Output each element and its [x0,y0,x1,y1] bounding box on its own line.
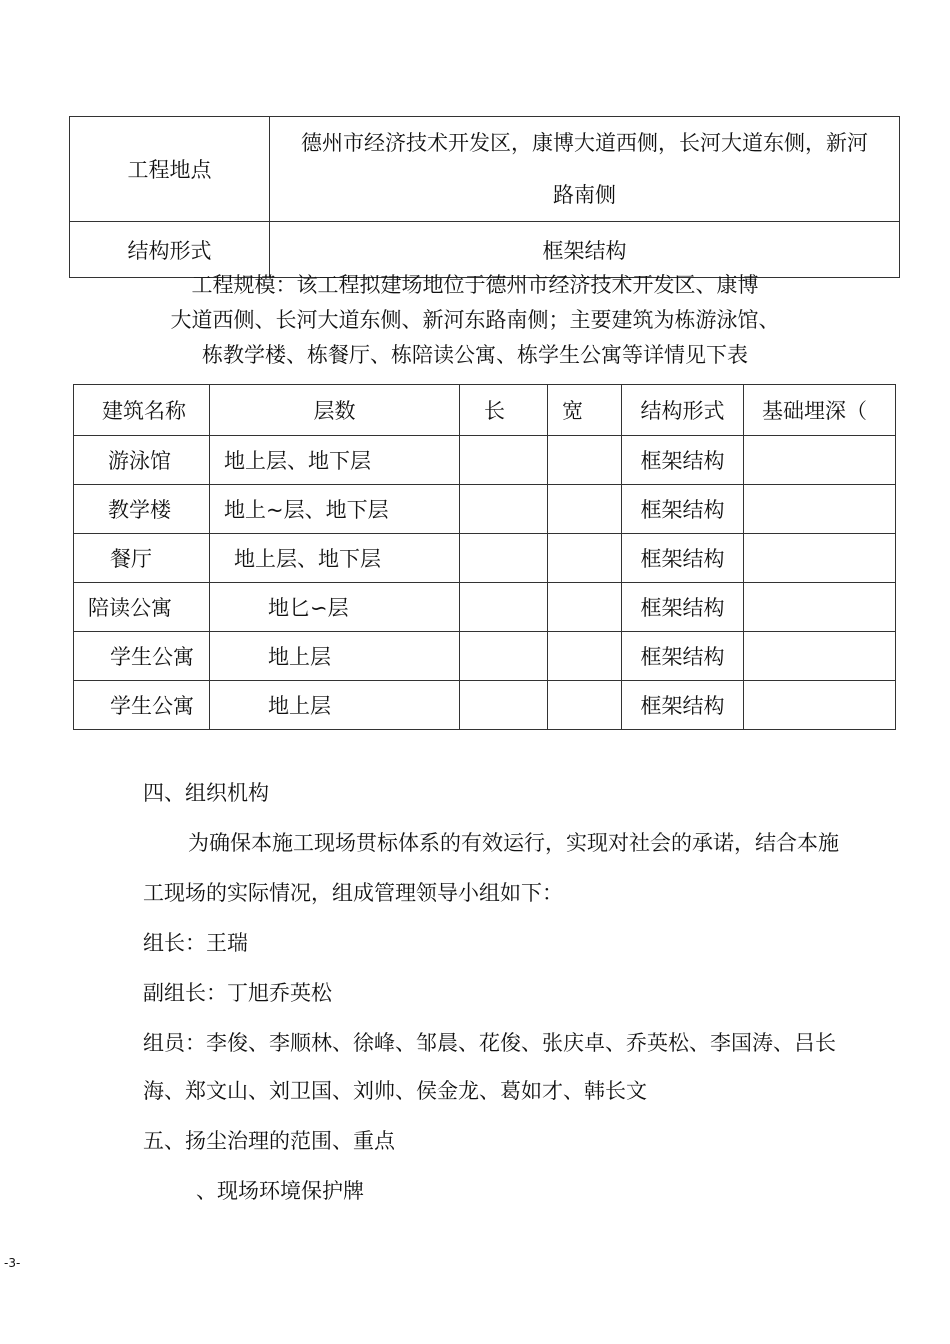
building-depth [744,632,896,681]
building-name: 游泳馆 [74,436,210,485]
scale-line-3: 栋教学楼、栋餐厅、栋陪读公寓、栋学生公寓等详情见下表 [202,343,748,367]
org-paragraph-line-1: 为确保本施工现场贯标体系的有效运行，实现对社会的承诺，结合本施 [188,831,839,855]
page-number: -3- [4,1256,21,1270]
structure-label: 结构形式 [70,222,270,278]
building-name: 餐厅 [74,534,210,583]
building-structure: 框架结构 [622,583,744,632]
table-row [74,681,896,730]
building-structure: 框架结构 [622,436,744,485]
building-length [460,485,548,534]
building-width [548,436,622,485]
building-length [460,632,548,681]
building-name: 陪读公寓 [74,583,210,632]
section-5-subitem: 、现场环境保护牌 [196,1179,364,1203]
org-paragraph-line-2: 工现场的实际情况，组成管理领导小组如下： [143,881,563,905]
table-row [74,534,896,583]
building-length [460,681,548,730]
location-line-1: 德州市经济技术开发区，康博大道西侧，长河大道东侧，新河 [301,131,868,155]
building-depth [744,436,896,485]
building-width [548,681,622,730]
header-foundation-depth: 基础埋深（ [744,385,896,436]
scale-line-2: 大道西侧、长河大道东侧、新河东路南侧；主要建筑为栋游泳馆、 [170,308,780,332]
table-row [74,632,896,681]
table-row [74,485,896,534]
building-floors: 地上层 [210,681,460,730]
table-row [74,436,896,485]
members-line-2: 海、郑文山、刘卫国、刘帅、侯金龙、葛如才、韩长文 [143,1079,647,1103]
building-floors: 地匕∽层 [210,583,460,632]
building-width [548,632,622,681]
header-structure: 结构形式 [622,385,744,436]
building-depth [744,583,896,632]
building-floors: 地上~层、地下层 [210,485,460,534]
building-table-header [74,385,896,436]
building-structure: 框架结构 [622,485,744,534]
location-line-2: 路南侧 [553,183,616,207]
building-floors: 地上层 [210,632,460,681]
deputy-leader: 副组长：丁旭乔英松 [143,981,332,1005]
members-line-1: 组员：李俊、李顺林、徐峰、邹晨、花俊、张庆卓、乔英松、李国涛、吕长 [143,1031,836,1055]
project-info-table [69,116,900,278]
building-depth [744,534,896,583]
building-table [73,384,896,730]
building-width [548,485,622,534]
section-5-heading: 五、扬尘治理的范围、重点 [143,1129,395,1153]
header-floors: 层数 [210,385,460,436]
table-row [74,583,896,632]
location-label: 工程地点 [70,117,270,222]
building-length [460,436,548,485]
building-structure: 框架结构 [622,632,744,681]
building-floors: 地上层、地下层 [210,436,460,485]
building-structure: 框架结构 [622,681,744,730]
building-depth [744,485,896,534]
building-name: 教学楼 [74,485,210,534]
location-value [270,117,900,222]
building-name: 学生公寓 [74,681,210,730]
location-row [70,117,900,222]
header-building-name: 建筑名称 [74,385,210,436]
building-name: 学生公寓 [74,632,210,681]
section-4-heading: 四、组织机构 [143,781,269,805]
building-width [548,534,622,583]
team-leader: 组长：王瑞 [143,931,248,955]
building-depth [744,681,896,730]
header-length: 长 [460,385,548,436]
building-structure: 框架结构 [622,534,744,583]
building-length [460,583,548,632]
structure-value: 框架结构 [270,222,900,278]
project-scale-paragraph [150,268,800,373]
building-width [548,583,622,632]
building-floors: 地上层、地下层 [210,534,460,583]
header-width: 宽 [548,385,622,436]
building-length [460,534,548,583]
scale-line-1: 工程规模：该工程拟建场地位于德州市经济技术开发区、康博 [191,273,759,297]
